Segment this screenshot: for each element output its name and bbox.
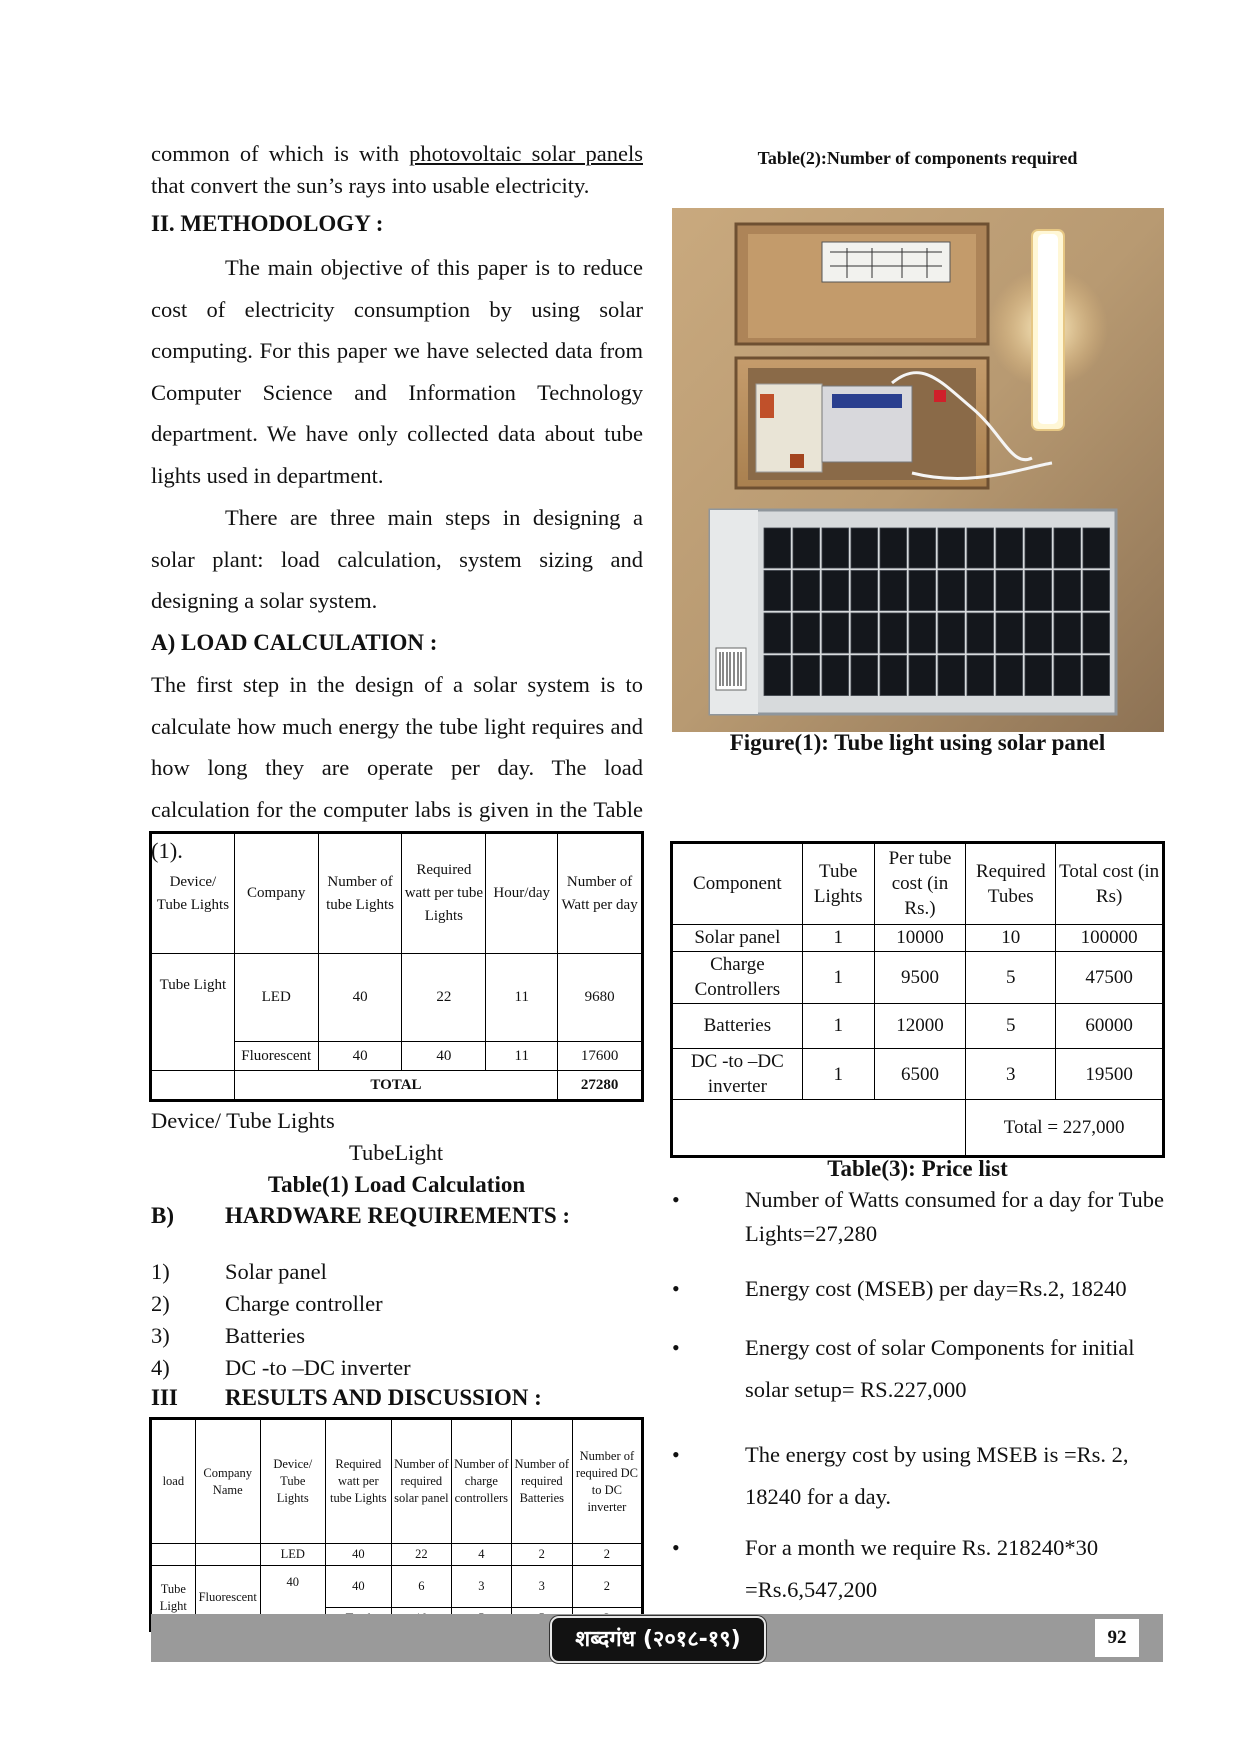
table-cell	[673, 1100, 966, 1156]
table-cell: 9680	[558, 954, 642, 1042]
solar-cell	[996, 528, 1023, 568]
table-header-cell: Number of Watt per day	[558, 834, 642, 954]
solar-cell	[1083, 656, 1110, 696]
methodology-paragraph-1: The main objective of this paper is to reduce cost of electricity consumption by using solar computing. For this paper we have selected data from Computer Science and Information Technology department. We have only collected data about tube lights used in department.	[151, 255, 643, 488]
solar-cell	[967, 528, 994, 568]
load-calculation-heading: A) LOAD CALCULATION :	[151, 630, 438, 655]
journal-title-badge: शब्दगंध (२०१८-१९)	[550, 1616, 766, 1663]
table-cell: 22	[402, 954, 486, 1042]
table-cell: 11	[486, 954, 558, 1042]
list-number: 1)	[151, 1259, 170, 1284]
solar-cell	[793, 528, 820, 568]
solar-cell	[793, 656, 820, 696]
table-cell: 9500	[874, 952, 966, 1003]
table-header-cell: Company Name	[195, 1420, 260, 1544]
solar-cell	[764, 571, 791, 611]
hardware-list	[151, 1256, 642, 1384]
table-cell: 1	[802, 1048, 874, 1099]
table-cell: 40	[402, 1042, 486, 1071]
solar-cell	[793, 613, 820, 653]
table-cell: 6	[391, 1566, 451, 1608]
table-cell: 19500	[1056, 1048, 1163, 1099]
total-cost-cell: Total = 227,000	[966, 1100, 1163, 1156]
table1-caption: Table(1) Load Calculation	[267, 1172, 526, 1197]
list-item-text: The energy cost by using MSEB is =Rs. 2, 18240 for a day.	[745, 1442, 1129, 1509]
solar-cell	[851, 656, 878, 696]
list-label: Charge controller	[225, 1291, 383, 1316]
solar-cell	[909, 613, 936, 653]
list-label: Solar panel	[225, 1259, 327, 1284]
table-row	[152, 1566, 642, 1608]
table-header-cell: Tube Lights	[802, 844, 874, 925]
solar-cell	[909, 656, 936, 696]
list-item	[151, 1352, 642, 1384]
solar-cell	[1025, 656, 1052, 696]
table-cell: 1	[802, 1003, 874, 1048]
table-header-cell: Hour/day	[486, 834, 558, 954]
solar-cell	[967, 571, 994, 611]
table-cell	[152, 1544, 196, 1566]
load-calculation-table	[151, 833, 642, 1100]
results-heading: RESULTS AND DISCUSSION :	[225, 1385, 542, 1410]
solar-cell	[793, 571, 820, 611]
hardware-heading: HARDWARE REQUIREMENTS :	[225, 1203, 571, 1228]
solar-cell	[996, 613, 1023, 653]
bullet-icon: •	[672, 1442, 680, 1467]
list-item	[672, 1183, 1172, 1251]
solar-cell	[1083, 528, 1110, 568]
list-number: 4)	[151, 1355, 170, 1380]
bullet-icon: •	[672, 1335, 680, 1360]
table-cell: 100000	[1056, 924, 1163, 951]
table-header-cell: Company	[234, 834, 318, 954]
table-cell: 5	[966, 952, 1056, 1003]
table-cell: 1	[802, 952, 874, 1003]
list-label: Batteries	[225, 1323, 305, 1348]
solar-cell	[764, 656, 791, 696]
list-item	[672, 1272, 1172, 1306]
table-header-cell: Number of required solar panel	[391, 1420, 451, 1544]
list-item	[151, 1288, 642, 1320]
table-cell	[195, 1544, 260, 1566]
solar-cell	[1054, 656, 1081, 696]
group-label-cell: Tube Light	[152, 954, 235, 1071]
solar-cell	[996, 571, 1023, 611]
table-header-cell: Number of tube Lights	[318, 834, 402, 954]
table-header-cell: Number of required DC to DC inverter	[572, 1420, 641, 1544]
table-row	[152, 954, 642, 1042]
table-header-cell: load	[152, 1420, 196, 1544]
table-row	[673, 952, 1163, 1003]
table-header-cell: Device/ Tube Lights	[260, 1420, 325, 1544]
circuit-diagram-label	[822, 242, 950, 282]
table-cell: 2	[572, 1544, 641, 1566]
intro-text: common of which is with	[151, 141, 410, 166]
list-item-text: Number of Watts consumed for a day for Tube Lights=27,280	[745, 1187, 1164, 1246]
table-cell: 40	[318, 954, 402, 1042]
connector	[790, 454, 804, 468]
list-item-text: Energy cost of solar Components for initial solar setup= RS.227,000	[745, 1335, 1135, 1402]
table-cell: 10000	[874, 924, 966, 951]
methodology-heading: II. METHODOLOGY :	[151, 211, 384, 236]
solar-cell	[822, 571, 849, 611]
table-row	[673, 924, 1163, 951]
solar-cell	[1054, 571, 1081, 611]
list-item	[672, 1327, 1172, 1411]
table-header-cell: Component	[673, 844, 803, 925]
table2-caption: Table(2):Number of components required	[757, 148, 1078, 168]
solar-cell	[938, 528, 965, 568]
solar-cell	[1025, 571, 1052, 611]
solar-cell	[822, 613, 849, 653]
battery-label	[832, 394, 902, 408]
solar-cell	[1054, 528, 1081, 568]
table-cell: 4	[451, 1544, 511, 1566]
table-cell: Fluorescent	[234, 1042, 318, 1071]
switch	[934, 390, 946, 402]
figure1-caption: Figure(1): Tube light using solar panel	[729, 730, 1106, 755]
table-cell: 5	[966, 1003, 1056, 1048]
solar-cell	[880, 528, 907, 568]
list-item-text: For a month we require Rs. 218240*30 =Rs.6,547,200	[745, 1535, 1099, 1602]
table-row	[673, 1048, 1163, 1099]
table-cell: 3	[451, 1566, 511, 1608]
table-cell: 2	[511, 1544, 572, 1566]
solar-cell	[1025, 528, 1052, 568]
table-cell: Fluorescent	[195, 1566, 260, 1630]
list-number: 2)	[151, 1291, 170, 1316]
table-cell: Charge Controllers	[673, 952, 803, 1003]
table-cell: 3	[966, 1048, 1056, 1099]
connector	[760, 394, 774, 418]
table-header-cell: Device/ Tube Lights	[152, 834, 235, 954]
results-section-label: III	[151, 1385, 178, 1410]
components-table	[151, 1419, 642, 1630]
table-cell: 40	[325, 1566, 391, 1608]
total-value-cell: 27280	[558, 1071, 642, 1100]
group-label-cell: Tube Light	[152, 1566, 196, 1630]
table-cell	[152, 1071, 235, 1100]
solar-tube-light-photo	[672, 208, 1164, 732]
solar-cell	[967, 613, 994, 653]
solar-cell	[822, 656, 849, 696]
table-cell: LED	[234, 954, 318, 1042]
table-cell: 40	[260, 1566, 325, 1608]
solar-cell	[909, 528, 936, 568]
tube-light-core	[1038, 234, 1058, 424]
table-cell: LED	[260, 1544, 325, 1566]
stray-text-2: TubeLight	[349, 1140, 444, 1165]
list-item	[151, 1256, 642, 1288]
list-label: DC -to –DC inverter	[225, 1355, 411, 1380]
stray-text-1: Device/ Tube Lights	[151, 1108, 335, 1133]
bullet-icon: •	[672, 1535, 680, 1560]
table-total-row	[152, 1071, 642, 1100]
solar-cell	[1054, 613, 1081, 653]
solar-cell	[851, 528, 878, 568]
list-item	[672, 1527, 1172, 1611]
table-header-cell: Number of required Batteries	[511, 1420, 572, 1544]
bullet-icon: •	[672, 1187, 680, 1212]
methodology-paragraph-2: There are three main steps in designing a solar plant: load calculation, system sizing and designing a solar system.	[151, 505, 643, 613]
table-header-cell: Per tube cost (in Rs.)	[874, 844, 966, 925]
table-total-row	[673, 1100, 1163, 1156]
table-cell: 2	[572, 1566, 641, 1608]
intro-paragraph	[151, 138, 643, 202]
table-cell: Batteries	[673, 1003, 803, 1048]
total-label-cell: TOTAL	[234, 1071, 557, 1100]
solar-cell	[880, 613, 907, 653]
hardware-section-label: B)	[151, 1203, 174, 1228]
solar-cell	[938, 571, 965, 611]
table-cell: 11	[486, 1042, 558, 1071]
solar-cell	[1083, 613, 1110, 653]
solar-cell	[967, 656, 994, 696]
solar-cell	[822, 528, 849, 568]
table-cell: 22	[391, 1544, 451, 1566]
list-number: 3)	[151, 1323, 170, 1348]
table-cell: 40	[325, 1544, 391, 1566]
table-cell: 40	[318, 1042, 402, 1071]
solar-cell	[851, 613, 878, 653]
table-cell: 10	[966, 924, 1056, 951]
solar-cell	[1025, 613, 1052, 653]
solar-cell	[764, 613, 791, 653]
table-header-cell: Required watt per tube Lights	[325, 1420, 391, 1544]
table-cell: 47500	[1056, 952, 1163, 1003]
solar-cell	[938, 613, 965, 653]
table-cell: 60000	[1056, 1003, 1163, 1048]
solar-cell	[996, 656, 1023, 696]
solar-cell	[880, 571, 907, 611]
table-cell: 12000	[874, 1003, 966, 1048]
table-row	[673, 1003, 1163, 1048]
table3-caption: Table(3): Price list	[827, 1156, 1008, 1181]
page-number: 92	[1095, 1619, 1139, 1657]
table-cell: 6500	[874, 1048, 966, 1099]
bullet-icon: •	[672, 1276, 680, 1301]
solar-cell	[851, 571, 878, 611]
table-cell: 3	[511, 1566, 572, 1608]
table-cell: 17600	[558, 1042, 642, 1071]
table-header-cell: Required Tubes	[966, 844, 1056, 925]
intro-text-end: that convert the sun’s rays into usable electricity.	[151, 173, 590, 198]
list-item-text: Energy cost (MSEB) per day=Rs.2, 18240	[745, 1276, 1127, 1301]
solar-cell	[909, 571, 936, 611]
photovoltaic-link[interactable]: photovoltaic solar panels	[409, 141, 643, 166]
list-item	[151, 1320, 642, 1352]
table-header-cell: Total cost (in Rs)	[1056, 844, 1163, 925]
solar-cell	[880, 656, 907, 696]
solar-cell	[938, 656, 965, 696]
list-item	[672, 1434, 1172, 1518]
results-bullet-list	[672, 1183, 1164, 1613]
solar-cell	[764, 528, 791, 568]
table-header-cell: Number of charge controllers	[451, 1420, 511, 1544]
table-cell: 1	[802, 924, 874, 951]
table-row	[152, 1544, 642, 1566]
solar-cell	[1083, 571, 1110, 611]
price-list-table	[672, 843, 1163, 1156]
table-cell: Solar panel	[673, 924, 803, 951]
load-calculation-paragraph: The first step in the design of a solar system is to calculate how much energy the tube light requires and how long they are operate per day. The load calculation for the computer labs is given in the Table (1).	[151, 672, 643, 863]
table-header-cell: Required watt per tube Lights	[402, 834, 486, 954]
table-cell: DC -to –DC inverter	[673, 1048, 803, 1099]
